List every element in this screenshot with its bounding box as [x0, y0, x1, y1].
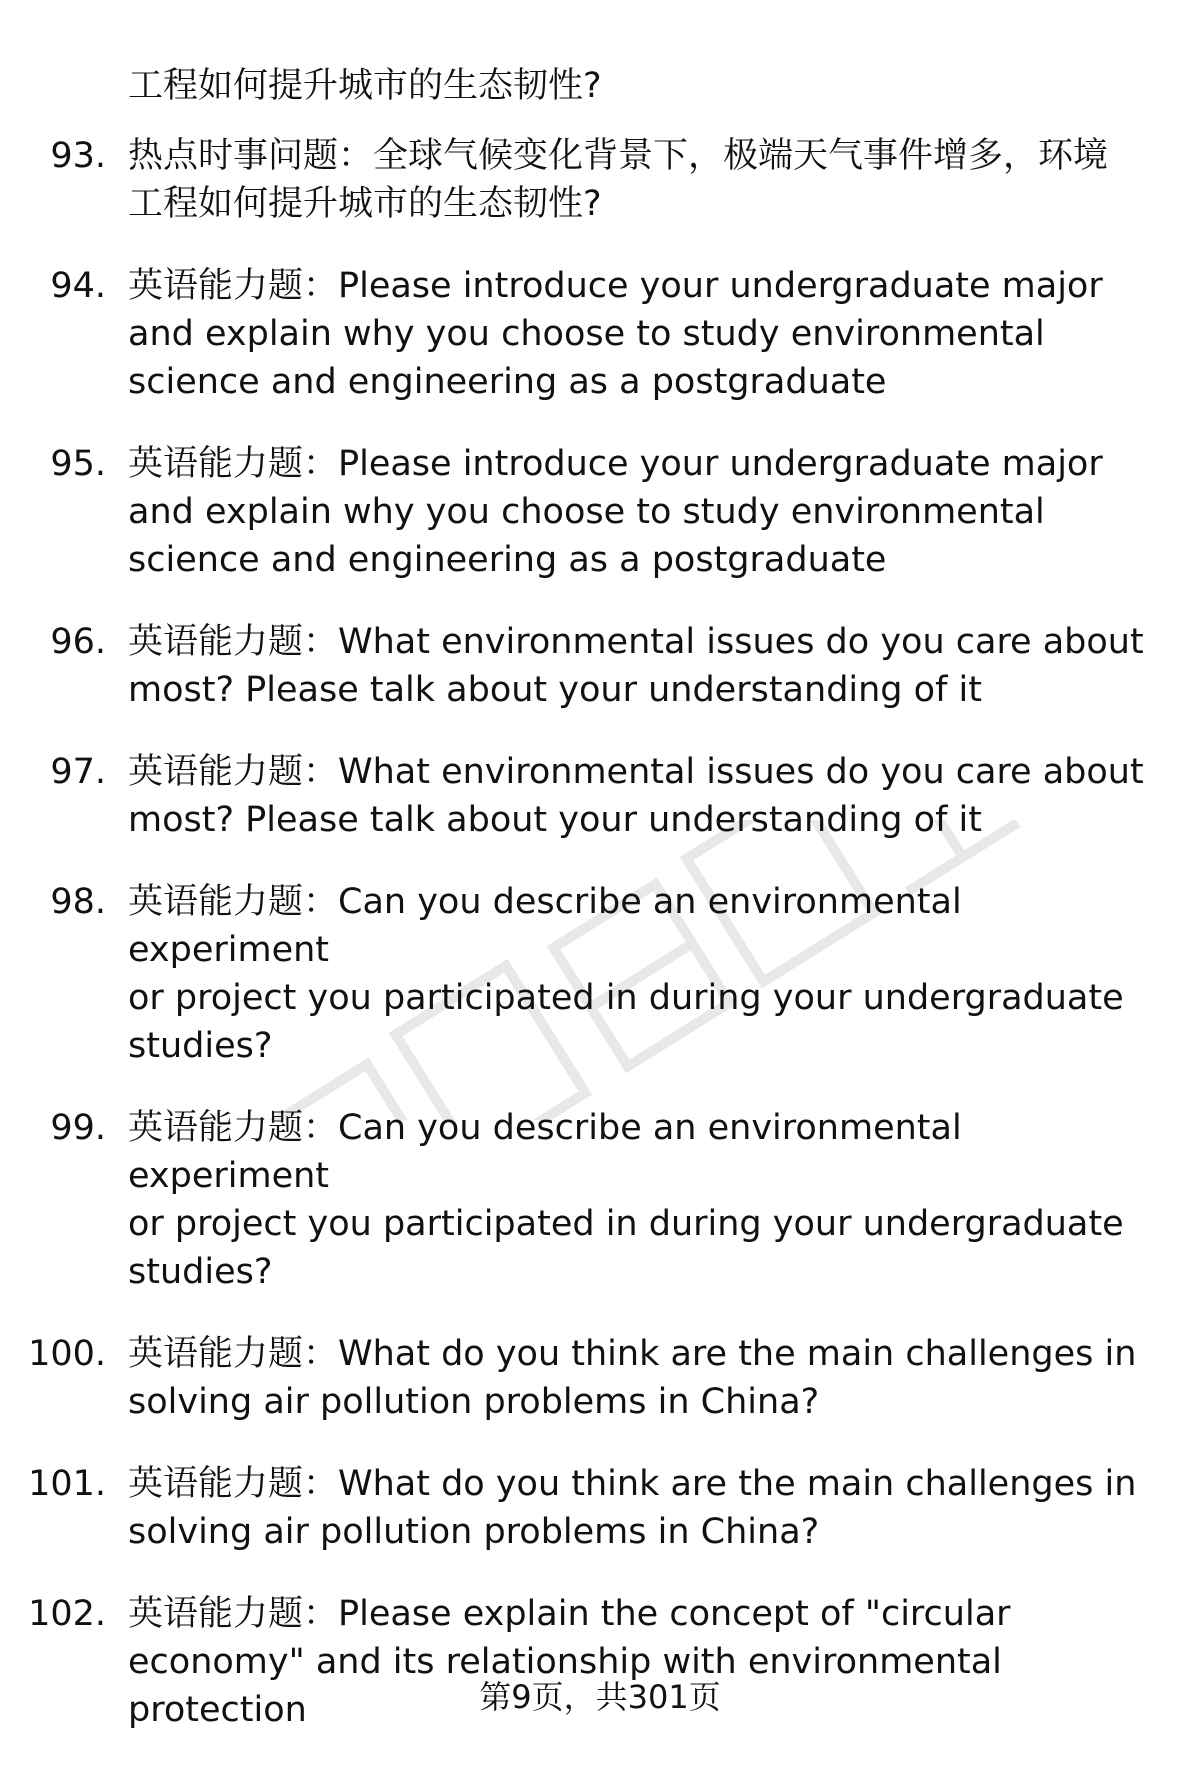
item-number: 102.	[28, 1594, 106, 1634]
item-text: 英语能力题：What environmental issues do you care about most? Please talk about your understanding of it	[128, 752, 1144, 840]
list-item	[0, 1104, 1200, 1296]
item-number: 96.	[50, 622, 106, 662]
item-text: 热点时事问题：全球气候变化背景下，极端天气事件增多，环境 工程如何提升城市的生态韧性?	[128, 136, 1109, 224]
item-number: 98.	[50, 882, 106, 922]
item-number: 97.	[50, 752, 106, 792]
list-item	[0, 262, 1200, 406]
item-number: 94.	[50, 266, 106, 306]
item-text: 英语能力题：What do you think are the main challenges in solving air pollution problems in China?	[128, 1464, 1137, 1552]
item-number: 93.	[50, 136, 106, 176]
item-number: 95.	[50, 444, 106, 484]
item-number: 99.	[50, 1108, 106, 1148]
continuation-text: 工程如何提升城市的生态韧性?	[128, 66, 602, 106]
item-text: 英语能力题：Please explain the concept of "circular economy" and its relationship with environmental protection	[128, 1594, 1011, 1730]
list-item	[0, 1330, 1200, 1426]
list-item	[0, 440, 1200, 584]
item-text: 英语能力题：Can you describe an environmental experiment or project you participated in during your undergraduate studies?	[128, 1108, 1124, 1292]
item-text: 英语能力题：What environmental issues do you care about most? Please talk about your understanding of it	[128, 622, 1144, 710]
list-item	[0, 618, 1200, 714]
list-item	[0, 878, 1200, 1070]
item-text: 英语能力题：Please introduce your undergraduate major and explain why you choose to study environmental science and engineering as a postgraduate	[128, 444, 1103, 580]
item-text: 英语能力题：Can you describe an environmental experiment or project you participated in during your undergraduate studies?	[128, 882, 1124, 1066]
item-number: 100.	[28, 1334, 106, 1374]
item-text: 英语能力题：What do you think are the main challenges in solving air pollution problems in China?	[128, 1334, 1137, 1422]
question-list	[0, 132, 1200, 1768]
list-item	[0, 1460, 1200, 1556]
list-item	[0, 132, 1200, 228]
list-item	[0, 748, 1200, 844]
item-number: 101.	[28, 1464, 106, 1504]
page-footer: 第9页，共301页	[479, 1678, 721, 1716]
item-text: 英语能力题：Please introduce your undergraduate major and explain why you choose to study environmental science and engineering as a postgraduate	[128, 266, 1103, 402]
